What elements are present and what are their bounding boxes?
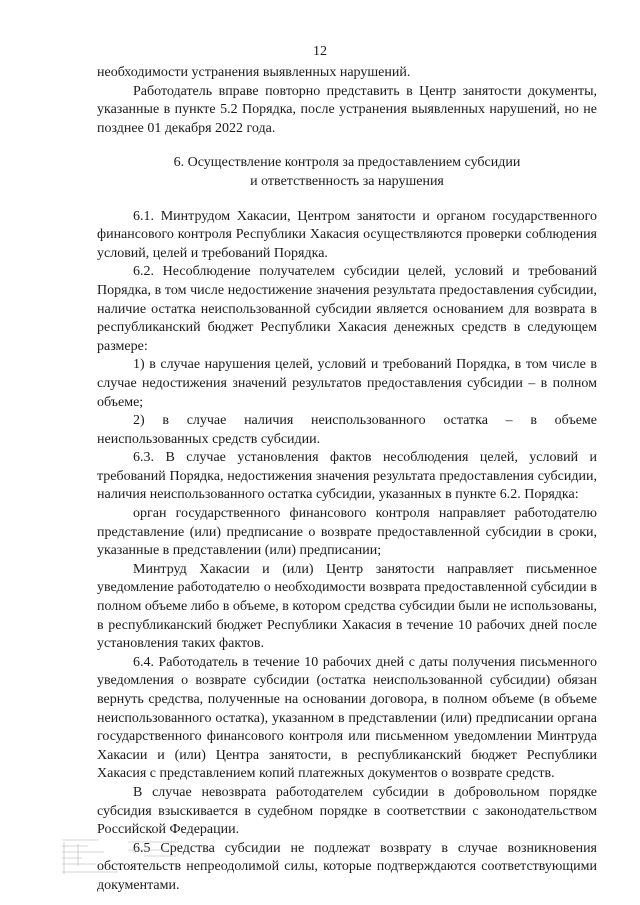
section-heading: [97, 154, 597, 191]
paragraph-6-3-ministry: Минтруд Хакасии и (или) Центр занятости направляет письменное уведомление работодателю о необходимости возврата предоставленной субсидии в полном объеме либо в объеме, в котором средства субсидии были не использованы, в республиканский бюджет Республики Хакасия в течение 10 рабочих дней после установления таких фактов.: [97, 561, 597, 652]
paragraph-6-2-item-2: 2) в случае наличия неиспользованного остатка – в объеме неиспользованных средств субсидии.: [97, 413, 597, 447]
paragraph-resubmit: Работодатель вправе повторно представить в Центр занятости документы, указанные в пункте 5.2 Порядка, после устранения выявленных нарушений, но не позднее 01 декабря 2022 года.: [97, 83, 597, 136]
paragraph-6-2-item-1: 1) в случае нарушения целей, условий и требований Порядка, в том числе в случае недостижения значений результатов предоставления субсидии – в полном объеме;: [97, 357, 597, 410]
section-heading-line-1: 6. Осуществление контроля за предоставлением субсидии: [173, 155, 521, 171]
paragraph-6-2: 6.2. Несоблюдение получателем субсидии целей, условий и требований Порядка, в том числе недостижение значения результата предоставления субсидии, наличие остатка неиспользованной субсидии является основанием для возврата в республиканский бюджет Республики Хакасия денежных средств в следующем размере:: [97, 264, 597, 354]
paragraph-6-5: 6.5 Средства субсидии не подлежат возврату в случае возникновения обстоятельств непреодолимой силы, которые подтверждаются соответствующими документами.: [97, 840, 597, 893]
paragraph-6-3: 6.3. В случае установления фактов несоблюдения целей, условий и требований Порядка, недостижения значения результата предоставления субсидии, наличия неиспользованного остатка субсидии, указанных в пункте 6.2. Порядка:: [97, 450, 597, 503]
section-heading-line-2: и ответственность за нарушения: [250, 173, 444, 189]
paragraph-6-3-control-body: орган государственного финансового контроля направляет работодателю представление (или) предписание о возврате предоставленной субсидии в сроки, указанные в представлении (или) предписании;: [97, 506, 597, 559]
document-body: [97, 64, 597, 896]
paragraph-6-1: 6.1. Минтрудом Хакасии, Центром занятости и органом государственного финансового контроля Республики Хакасия осуществляются проверки соблюдения условий, целей и требований Порядка.: [97, 208, 597, 261]
page-number: 12: [313, 44, 327, 59]
paragraph-continuation: необходимости устранения выявленных нарушений.: [97, 65, 411, 80]
faded-stamp-mark: [58, 836, 188, 878]
paragraph-6-4-court: В случае невозврата работодателем субсидии в добровольном порядке субсидия взыскивается в судебном порядке в соответствии с законодательством Российской Федерации.: [97, 784, 597, 838]
paragraph-6-4: 6.4. Работодатель в течение 10 рабочих дней с даты получения письменного уведомления о возврате субсидии (остатка неиспользованной субсидии) обязан вернуть средства, полученные на основании договора, в полном объеме (в объеме неиспользованного остатка), указанном в представлении (или) предписании органа государственного финансового контроля или письменном уведомлении Минтруда Хакасии и (или) Центра занятости, в республиканский бюджет Республики Хакасия с представлением копий платежных документов о возврате средств.: [97, 654, 597, 782]
